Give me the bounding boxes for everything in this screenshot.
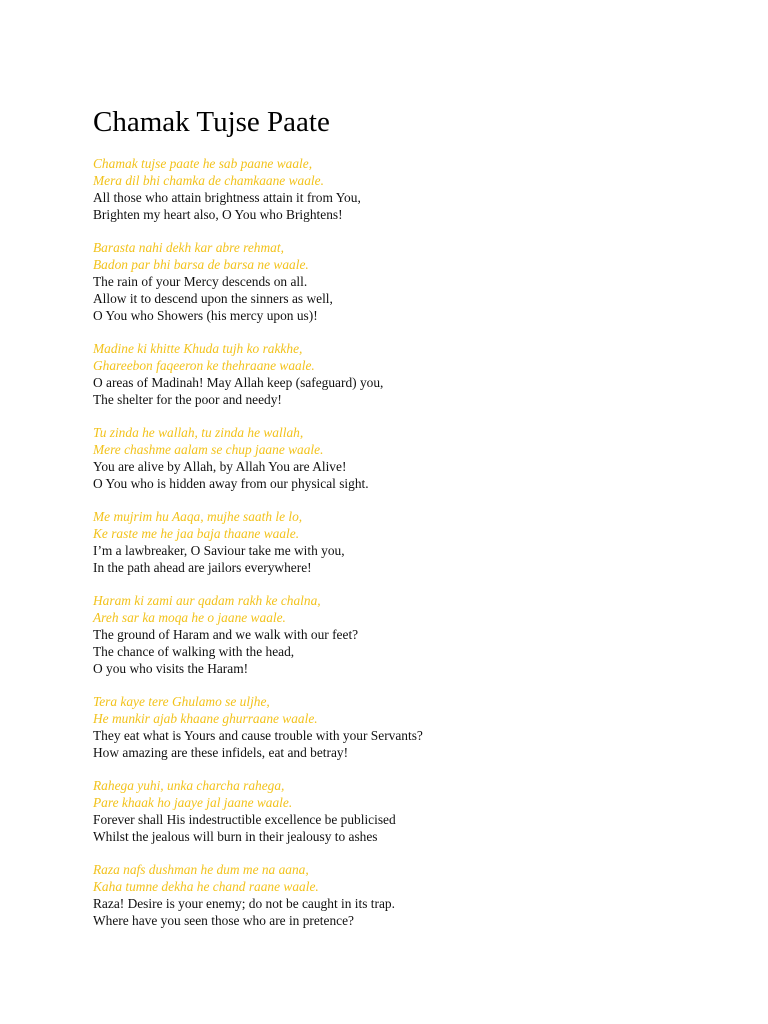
translation-line: Brighten my heart also, O You who Brightens! <box>93 207 343 222</box>
page-title: Chamak Tujse Paate <box>93 106 330 138</box>
translation-line: In the path ahead are jailors everywhere! <box>93 560 312 575</box>
lyric-line: Areh sar ka moqa he o jaane waale. <box>93 610 286 625</box>
lyric-line: Ghareebon faqeeron ke thehraane waale. <box>93 358 315 373</box>
translation-line: O you who visits the Haram! <box>93 661 249 676</box>
lyric-line: Barasta nahi dekh kar abre rehmat, <box>93 240 284 255</box>
lyric-line: Raza nafs dushman he dum me na aana, <box>93 862 309 877</box>
lyric-line: Pare khaak ho jaaye jal jaane waale. <box>93 795 293 810</box>
lyric-line: Haram ki zami aur qadam rakh ke chalna, <box>93 593 321 608</box>
translation-line: Allow it to descend upon the sinners as well, <box>93 291 333 306</box>
translation-line: I’m a lawbreaker, O Saviour take me with you, <box>93 543 345 558</box>
lyric-line: Me mujrim hu Aaqa, mujhe saath le lo, <box>93 509 303 524</box>
translation-line: O You who Showers (his mercy upon us)! <box>93 308 318 323</box>
translation-line: Whilst the jealous will burn in their jealousy to ashes <box>93 829 378 844</box>
lyric-line: Rahega yuhi, unka charcha rahega, <box>93 778 285 793</box>
lyric-line: Madine ki khitte Khuda tujh ko rakkhe, <box>93 341 303 356</box>
translation-line: All those who attain brightness attain it from You, <box>93 190 361 205</box>
lyric-line: Badon par bhi barsa de barsa ne waale. <box>93 257 309 272</box>
lyric-line: Kaha tumne dekha he chand raane waale. <box>93 879 319 894</box>
lyric-line: Mera dil bhi chamka de chamkaane waale. <box>93 173 324 188</box>
lyric-line: Ke raste me he jaa baja thaane waale. <box>93 526 300 541</box>
translation-line: O You who is hidden away from our physical sight. <box>93 476 369 491</box>
translation-line: Where have you seen those who are in pretence? <box>93 913 354 928</box>
translation-line: They eat what is Yours and cause trouble with your Servants? <box>93 728 423 743</box>
lyric-line: Mere chashme aalam se chup jaane waale. <box>93 442 324 457</box>
translation-line: Raza! Desire is your enemy; do not be caught in its trap. <box>93 896 395 911</box>
translation-line: The ground of Haram and we walk with our feet? <box>93 627 359 642</box>
translation-line: O areas of Madinah! May Allah keep (safeguard) you, <box>93 375 384 390</box>
lyric-line: Tera kaye tere Ghulamo se uljhe, <box>93 694 270 709</box>
translation-line: The shelter for the poor and needy! <box>93 392 282 407</box>
translation-line: How amazing are these infidels, eat and betray! <box>93 745 349 760</box>
translation-line: The chance of walking with the head, <box>93 644 295 659</box>
lyric-line: Tu zinda he wallah, tu zinda he wallah, <box>93 425 304 440</box>
translation-line: The rain of your Mercy descends on all. <box>93 274 308 289</box>
translation-line: You are alive by Allah, by Allah You are Alive! <box>93 459 347 474</box>
translation-line: Forever shall His indestructible excellence be publicised <box>93 812 396 827</box>
lyric-line: Chamak tujse paate he sab paane waale, <box>93 156 313 171</box>
lyric-line: He munkir ajab khaane ghurraane waale. <box>93 711 318 726</box>
